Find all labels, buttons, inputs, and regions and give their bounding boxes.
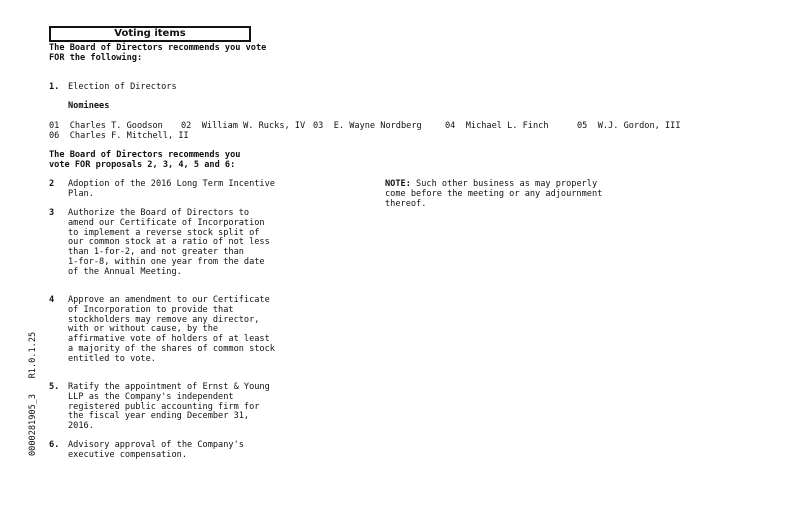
- nominee-02-name: William W. Rucks, IV: [201, 121, 306, 131]
- proposal-5-line: Ratify the appointment of Ernst & Young: [68, 382, 270, 392]
- proposal-4-line: with or without cause, by the: [68, 324, 219, 335]
- proposal-6-number: 6.: [49, 440, 60, 450]
- proposal-3-line: amend our Certificate of Incorporation: [68, 217, 265, 228]
- proposal-4-line: entitled to vote.: [68, 353, 156, 364]
- nominee-02: [181, 122, 305, 132]
- voting-items-title: Voting items: [49, 26, 251, 42]
- proposal-4-number: 4: [49, 295, 55, 305]
- proposal-2-text: [68, 180, 275, 200]
- proposal-4-line: affirmative vote of holders of at least: [68, 334, 270, 345]
- proposal-5-line: 2016.: [68, 421, 94, 432]
- nominee-04: [445, 122, 549, 132]
- proposal-4-line: Approve an amendment to our Certificate: [68, 295, 270, 305]
- document-control-code: 0000281905_3 R1.0.1.25: [28, 331, 38, 456]
- nominee-05: [577, 122, 681, 132]
- proposal-5-line: LLP as the Company's independent: [68, 391, 234, 402]
- nominee-05-name: W.J. Gordon, III: [597, 121, 681, 131]
- proposal-5-text: [68, 383, 270, 432]
- proposal-2-line: Adoption of the 2016 Long Term Incentive: [68, 179, 275, 189]
- proposal-3-line: our common stock at a ratio of not less: [68, 237, 270, 248]
- board-recommendation-2: [49, 151, 240, 171]
- note-line: thereof.: [385, 198, 427, 209]
- proposal-3-text: [68, 209, 270, 278]
- proposal-3-number: 3: [49, 208, 55, 218]
- nominee-06-num: 06: [49, 131, 60, 141]
- board-rec-2-line-2: vote FOR proposals 2, 3, 4, 5 and 6:: [49, 159, 236, 170]
- note-text: [385, 180, 602, 209]
- proposal-5-line: registered public accounting firm for: [68, 401, 260, 412]
- proposal-6-text: [68, 441, 244, 461]
- board-rec-2-line-1: The Board of Directors recommends you: [49, 150, 241, 160]
- proposal-3-line: of the Annual Meeting.: [68, 266, 182, 277]
- proposal-4-line: of Incorporation to provide that: [68, 304, 234, 315]
- item-1-number: 1.: [49, 82, 60, 92]
- nominee-03-num: 03: [313, 121, 324, 131]
- proposal-3-line: 1-for-8, within one year from the date: [68, 256, 265, 267]
- note-line: come before the meeting or any adjournment: [385, 188, 603, 199]
- proposal-5-line: the fiscal year ending December 31,: [68, 411, 250, 422]
- nominee-03-name: E. Wayne Nordberg: [333, 121, 422, 131]
- proposal-3-line: than 1-for-2, and not greater than: [68, 247, 244, 258]
- nominee-03: [313, 122, 422, 132]
- proposal-3-line: Authorize the Board of Directors to: [68, 208, 250, 218]
- proposal-3-line: to implement a reverse stock split of: [68, 227, 260, 238]
- note-label: NOTE:: [385, 179, 411, 189]
- nominee-01-name: Charles T. Goodson: [69, 121, 163, 131]
- board-rec-1-line-2: FOR the following:: [49, 52, 143, 63]
- proposal-4-text: [68, 296, 275, 365]
- nominee-02-num: 02: [181, 121, 192, 131]
- nominees-label: Nominees: [68, 101, 110, 111]
- nominee-06: [49, 132, 189, 142]
- board-recommendation-1: [49, 44, 266, 64]
- nominee-01-num: 01: [49, 121, 60, 131]
- proposal-6-line: Advisory approval of the Company's: [68, 440, 244, 450]
- nominee-04-name: Michael L. Finch: [465, 121, 549, 131]
- item-1-label: Election of Directors: [68, 82, 177, 92]
- nominee-04-num: 04: [445, 121, 456, 131]
- proposal-2-number: 2: [49, 179, 55, 189]
- note-line: Such other business as may properly: [410, 179, 598, 189]
- proposal-4-line: a majority of the shares of common stock: [68, 343, 275, 354]
- proposal-6-line: executive compensation.: [68, 449, 187, 460]
- proposal-2-line: Plan.: [68, 188, 94, 199]
- proposal-5-number: 5.: [49, 382, 60, 392]
- proposal-4-line: stockholders may remove any director,: [68, 314, 260, 325]
- nominee-06-name: Charles F. Mitchell, II: [69, 131, 189, 141]
- nominee-05-num: 05: [577, 121, 588, 131]
- board-rec-1-line-1: The Board of Directors recommends you vote: [49, 43, 267, 53]
